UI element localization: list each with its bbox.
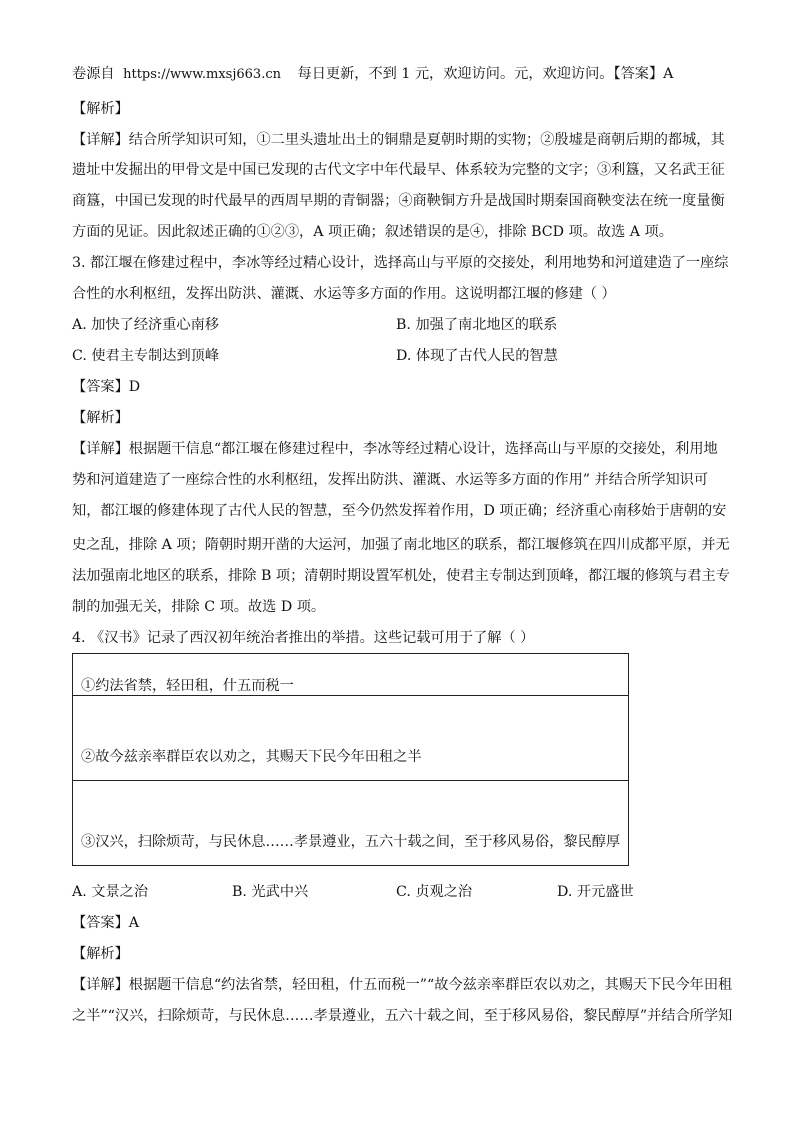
q4-source-table bbox=[72, 653, 629, 866]
q3-detail-line: 制的加强无关，排除 C 项。故选 D 项。 bbox=[72, 599, 326, 615]
q3-detail-line: 【详解】根据题干信息“都江堰在修建过程中，李冰等经过精心设计，选择高山与平原的交接处，利用地 bbox=[72, 441, 718, 457]
q2-answer: 【答案】A bbox=[613, 66, 674, 82]
q2-detail-line: 商簋，中国已发现的时代最早的西周早期的青铜器；④商鞅铜方升是战国时期秦国商鞅变法在统一度量衡 bbox=[72, 193, 725, 209]
q3-detail-line: 史之乱，排除 A 项；隋朝时期开凿的大运河，加强了南北地区的联系，都江堰修筑在四川成都平原，并无 bbox=[72, 537, 730, 553]
q4-detail-line: 【详解】根据题干信息“约法省禁，轻田租，什五而税一”“故今兹亲率群臣农以劝之，其赐天下民今年田租 bbox=[72, 977, 733, 993]
q3-detail-line: 知，都江堰的修建体现了古代人民的智慧，至今仍然发挥着作用，D 项正确；经济重心南移始于唐朝的安 bbox=[72, 503, 727, 519]
q4-stem: 4. 《汉书》记录了西汉初年统治者推出的举措。这些记载可用于了解（ ） bbox=[72, 630, 535, 646]
q2-detail-line: 遗址中发掘出的甲骨文是中国已发现的古代文字中年代最早、体系较为完整的文字；③利簋，又名武王征 bbox=[72, 162, 725, 178]
table-cell: ③汉兴，扫除烦苛，与民休息……孝景遵业，五六十载之间，至于移风易俗，黎民醇厚 bbox=[73, 781, 629, 866]
q3-stem-line: 合性的水利枢纽，发挥出防洪、灌溉、水运等多方面的作用。这说明都江堰的修建（ ） bbox=[72, 286, 616, 302]
q4-analysis-label: 【解析】 bbox=[72, 946, 129, 962]
q3-analysis-label: 【解析】 bbox=[72, 410, 129, 426]
q4-option-c: C. 贞观之治 bbox=[396, 884, 473, 900]
q4-option-d: D. 开元盛世 bbox=[557, 884, 634, 900]
q3-option-c: C. 使君主专制达到顶峰 bbox=[72, 348, 220, 364]
q2-detail-line: 方面的见证。因此叙述正确的①②③，A 项正确；叙述错误的是④，排除 BCD 项。故选 A 项。 bbox=[72, 224, 673, 240]
q2-analysis-label: 【解析】 bbox=[72, 101, 129, 117]
q3-option-d: D. 体现了古代人民的智慧 bbox=[396, 348, 558, 364]
header-line bbox=[72, 64, 673, 85]
q3-option-b: B. 加强了南北地区的联系 bbox=[396, 317, 558, 333]
q3-answer: 【答案】D bbox=[72, 379, 141, 395]
source-label: 卷源自 bbox=[72, 66, 115, 82]
q4-option-a: A. 文景之治 bbox=[72, 884, 149, 900]
q2-detail-line: 【详解】结合所学知识可知，①二里头遗址出土的铜鼎是夏朝时期的实物；②殷墟是商朝后期的都城，其 bbox=[72, 132, 725, 148]
q3-detail-line: 法加强南北地区的联系，排除 B 项；清朝时期设置军机处，使君主专制达到顶峰，都江堰的修筑与君主专 bbox=[72, 568, 730, 584]
q4-option-b: B. 光武中兴 bbox=[232, 884, 309, 900]
table-cell: ②故今兹亲率群臣农以劝之，其赐天下民今年田租之半 bbox=[73, 696, 629, 781]
table-row bbox=[73, 696, 629, 781]
source-url[interactable]: https://www.mxsj663.cn bbox=[123, 67, 281, 82]
q4-detail-line: 之半”“汉兴，扫除烦苛，与民休息……孝景遵业，五六十载之间，至于移风易俗，黎民醇厚”并结合所学知 bbox=[72, 1008, 733, 1024]
table-cell: ①约法省禁，轻田租，什五而税一 bbox=[73, 654, 629, 696]
table-row bbox=[73, 781, 629, 866]
q3-detail-line: 势和河道建造了一座综合性的水利枢纽，发挥出防洪、灌溉、水运等多方面的作用” 并结合所学知识可 bbox=[72, 472, 709, 488]
q4-answer: 【答案】A bbox=[72, 915, 139, 931]
table-row bbox=[73, 654, 629, 696]
q3-stem-line: 3. 都江堰在修建过程中，李冰等经过精心设计，选择高山与平原的交接处，利用地势和河道建造了一座综 bbox=[72, 255, 729, 271]
q3-option-a: A. 加快了经济重心南移 bbox=[72, 317, 219, 333]
header-notice: 每日更新，不到 1 元，欢迎访问。元，欢迎访问。 bbox=[297, 66, 614, 82]
